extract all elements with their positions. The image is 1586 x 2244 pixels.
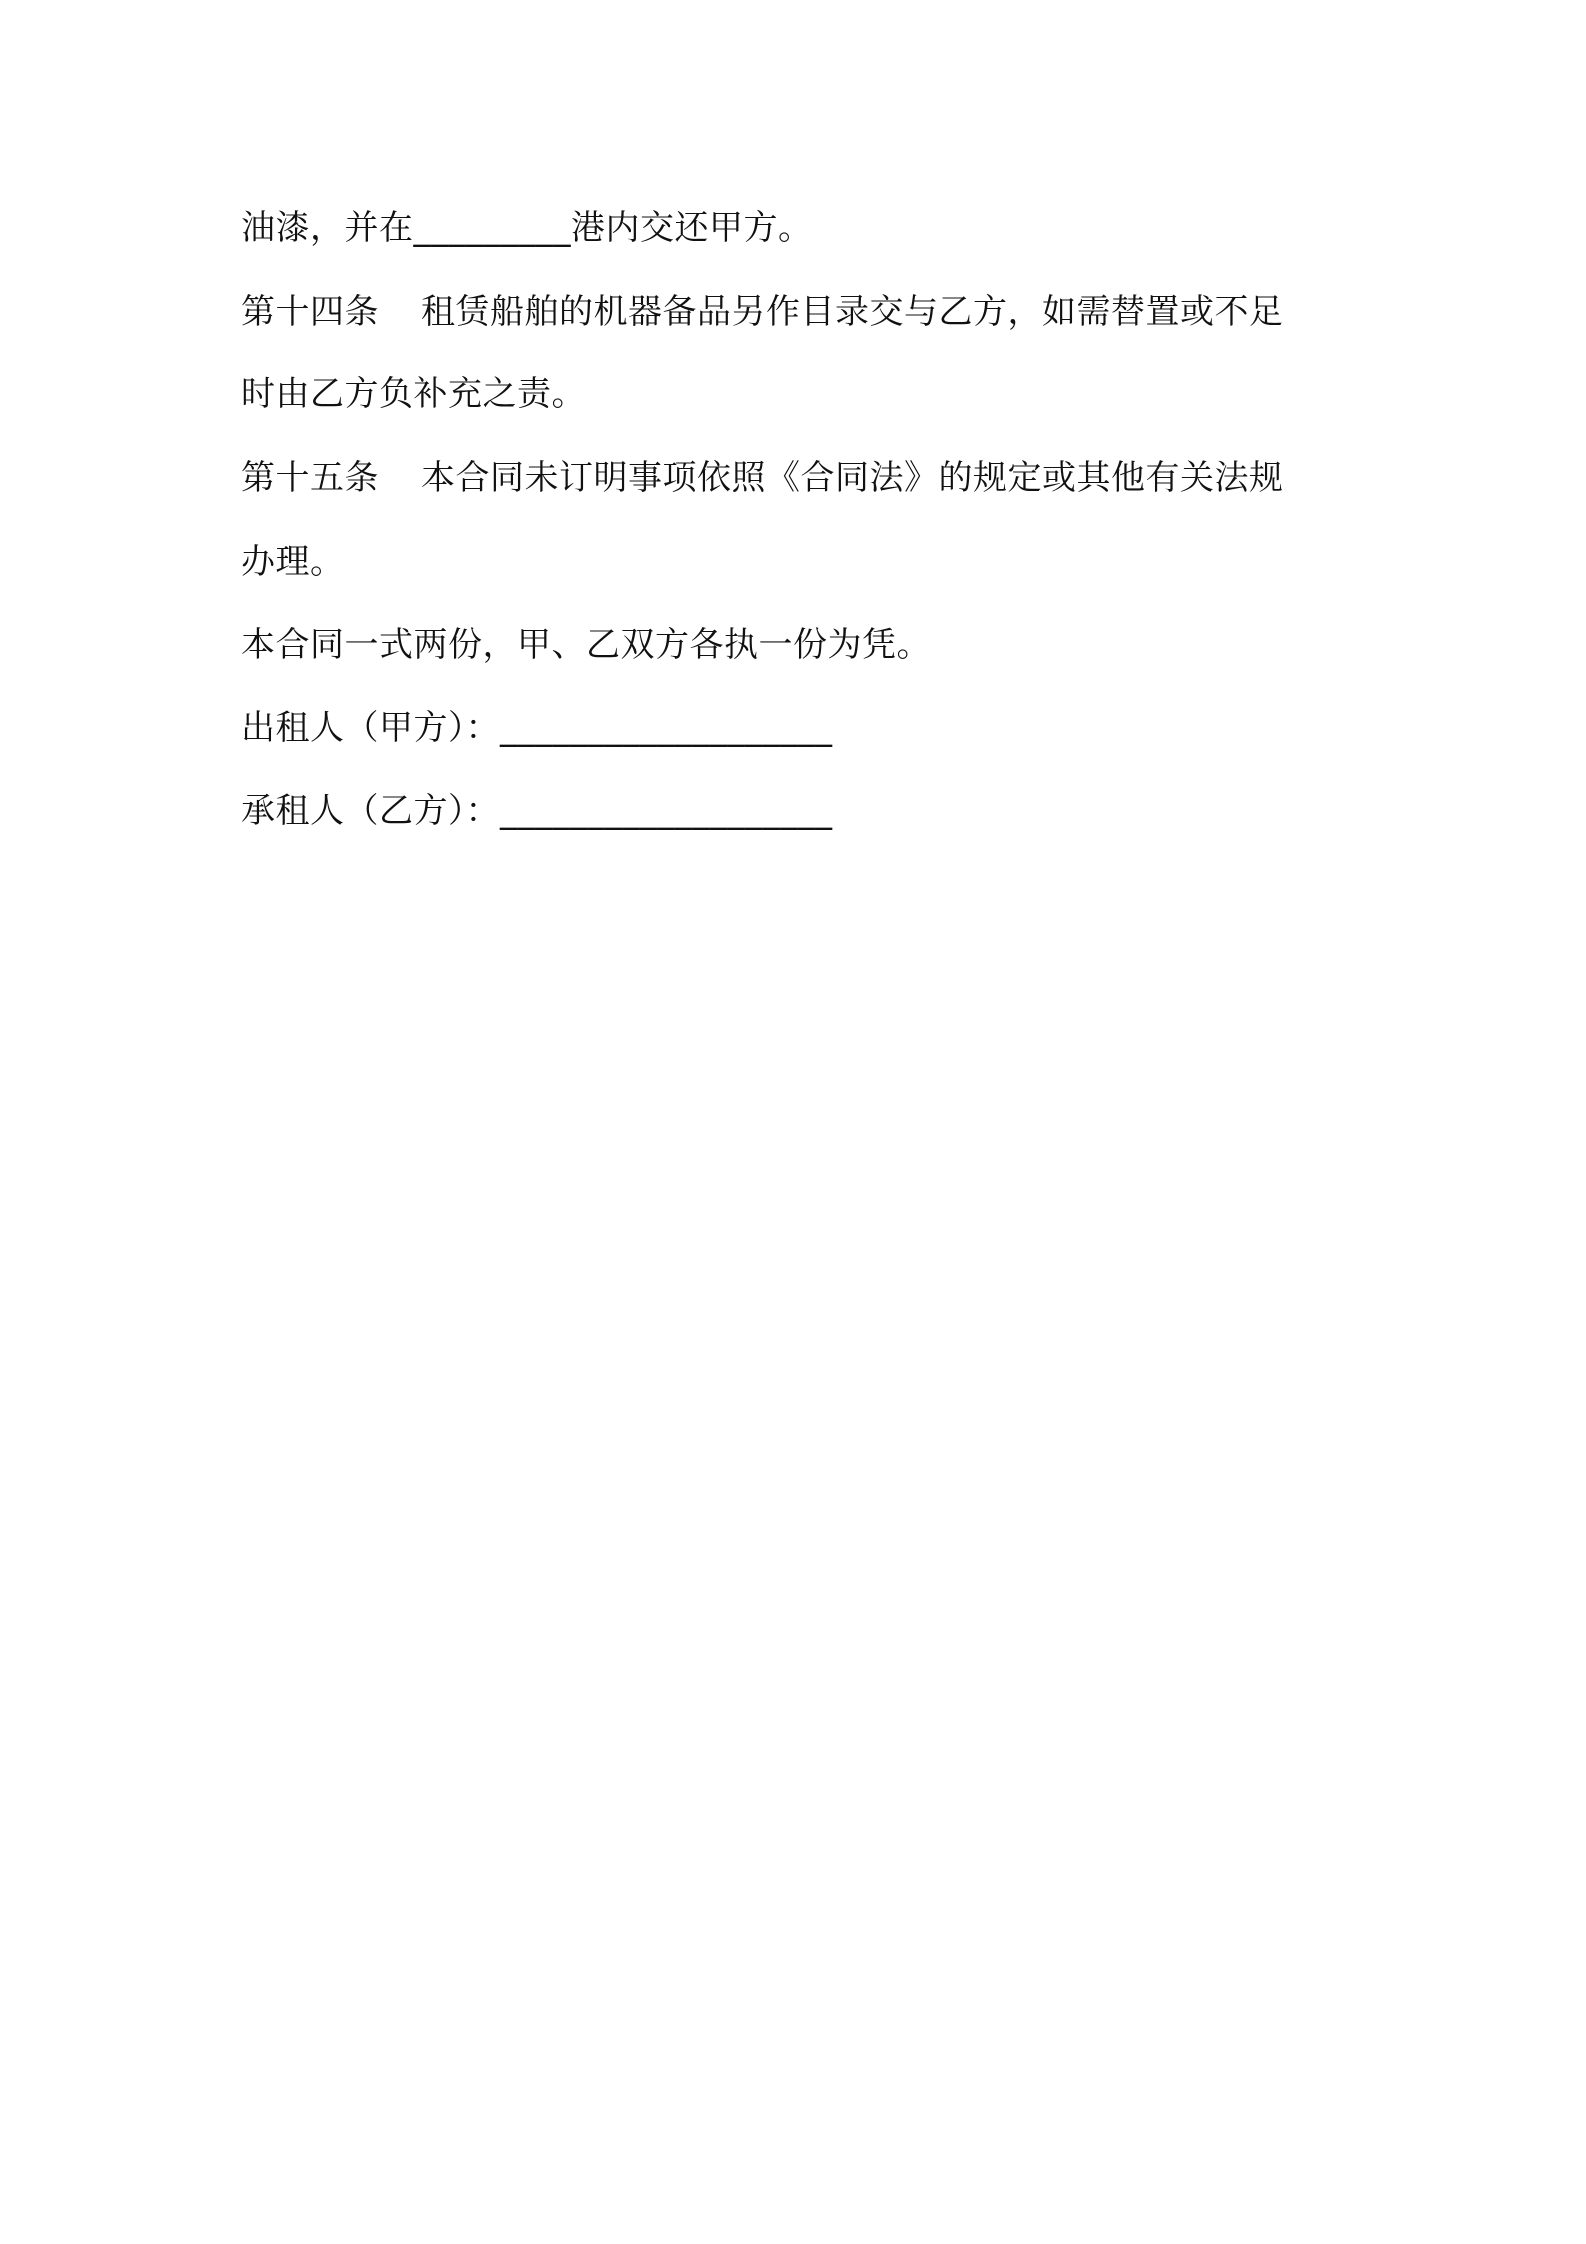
line-text: 油漆，并在_________港内交还甲方。 bbox=[241, 208, 813, 248]
clause-text: 本合同未订明事项依照《合同法》的规定或其他有关法规 bbox=[421, 458, 1284, 498]
clause-15-continuation bbox=[241, 540, 345, 584]
line-text: 本合同一式两份，甲、乙双方各执一份为凭。 bbox=[241, 625, 931, 665]
line-text: 时由乙方负补充之责。 bbox=[241, 374, 586, 414]
clause-text: 租赁船舶的机器备品另作目录交与乙方，如需替置或不足 bbox=[421, 292, 1284, 332]
line-text: 出租人（甲方）：___________________ bbox=[241, 708, 833, 748]
clause-label: 第十五条 bbox=[241, 458, 379, 498]
clause-label: 第十四条 bbox=[241, 292, 379, 332]
line-text: 办理。 bbox=[241, 542, 345, 582]
clause-14-continuation bbox=[241, 372, 586, 416]
clause-14 bbox=[241, 290, 1284, 334]
lessee-signature-line bbox=[241, 789, 833, 833]
clause-13-continuation bbox=[241, 206, 813, 250]
line-text: 承租人（乙方）：___________________ bbox=[241, 791, 833, 831]
clause-15 bbox=[241, 456, 1284, 500]
copies-statement bbox=[241, 623, 931, 667]
lessor-signature-line bbox=[241, 706, 833, 750]
